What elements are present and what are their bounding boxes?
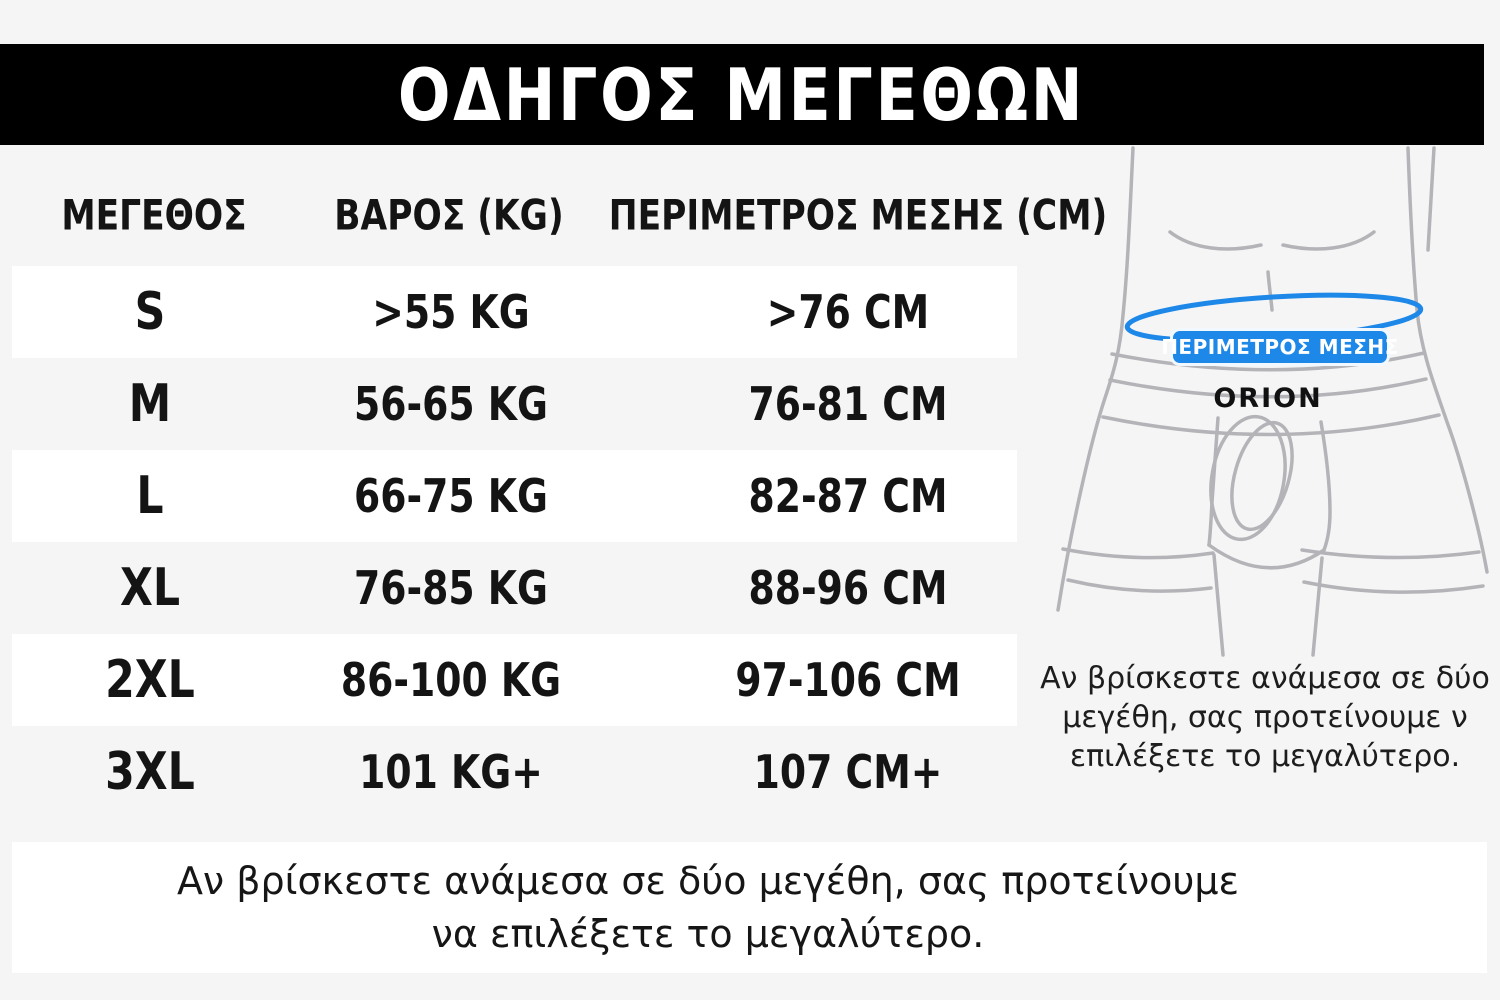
footer-note (12, 855, 1404, 961)
page-title: ΟΔΗΓΟΣ ΜΕΓΕΘΩΝ (398, 52, 1086, 137)
waist-cell: 107 CM+ (753, 745, 943, 799)
table-row (12, 726, 1017, 818)
size-cell: 2XL (105, 650, 195, 710)
torso-right-line (1408, 148, 1487, 572)
waist-cell: >76 CM (766, 285, 930, 339)
table-row (12, 358, 1017, 450)
size-cell: XL (119, 558, 181, 618)
side-note-line: μεγέθη, σας προτείνουμε ν (1062, 700, 1468, 735)
footer-note-band (12, 842, 1487, 973)
waist-measure-badge (1161, 328, 1399, 366)
navel-line (1268, 272, 1272, 310)
weight-cell: 66-75 KG (354, 469, 548, 523)
footer-note-line: να επιλέξετε το μεγαλύτερο. (431, 912, 985, 956)
footer-note-line: Αν βρίσκεστε ανάμεσα σε δύο μεγέθη, σας προτείνουμε (176, 859, 1240, 903)
torso-left-line (1058, 148, 1133, 610)
left-hem-line-2 (1068, 580, 1211, 591)
right-inner-leg-line (1313, 558, 1322, 655)
side-note-line: επιλέξετε το μεγαλύτερο. (1069, 739, 1461, 774)
column-header-weight: ΒΑΡΟΣ (KG) (334, 190, 564, 240)
size-cell: 3XL (105, 742, 195, 802)
pouch-right-seam (1321, 422, 1330, 550)
pec-left-line (1170, 232, 1261, 249)
column-header-waist: ΠΕΡΙΜΕΤΡΟΣ ΜΕΣΗΣ (CM) (608, 190, 1108, 240)
pouch-bottom-curve (1209, 545, 1324, 568)
title-banner (0, 44, 1484, 145)
waist-cell: 76-81 CM (748, 377, 948, 431)
weight-cell: 86-100 KG (340, 653, 562, 707)
size-cell: S (134, 282, 166, 342)
side-note (1040, 659, 1490, 776)
table-row (12, 634, 1017, 726)
waist-cell: 97-106 CM (735, 653, 961, 707)
weight-cell: >55 KG (372, 285, 530, 339)
left-hem-line-1 (1063, 549, 1213, 558)
size-cell: L (136, 466, 164, 526)
table-row (12, 266, 1017, 358)
column-header-size: ΜΕΓΕΘΟΣ (61, 190, 247, 240)
weight-cell: 101 KG+ (359, 745, 543, 799)
right-hem-line-1 (1302, 550, 1479, 558)
weight-cell: 76-85 KG (354, 561, 548, 615)
size-cell: M (128, 374, 172, 434)
side-note-line: Αν βρίσκεστε ανάμεσα σε δύο (1040, 661, 1490, 696)
weight-cell: 56-65 KG (354, 377, 548, 431)
torso-lat-line (1428, 148, 1434, 250)
waist-cell: 82-87 CM (748, 469, 948, 523)
left-inner-leg-line (1214, 555, 1223, 655)
right-hem-line-2 (1304, 582, 1483, 592)
brand-label: ORION (1213, 383, 1323, 414)
waist-cell: 88-96 CM (748, 561, 948, 615)
waist-badge-label: ΠΕΡΙΜΕΤΡΟΣ ΜΕΣΗΣ (1161, 335, 1399, 359)
pec-right-line (1283, 232, 1374, 249)
table-row (12, 450, 1017, 542)
table-row (12, 542, 1017, 634)
